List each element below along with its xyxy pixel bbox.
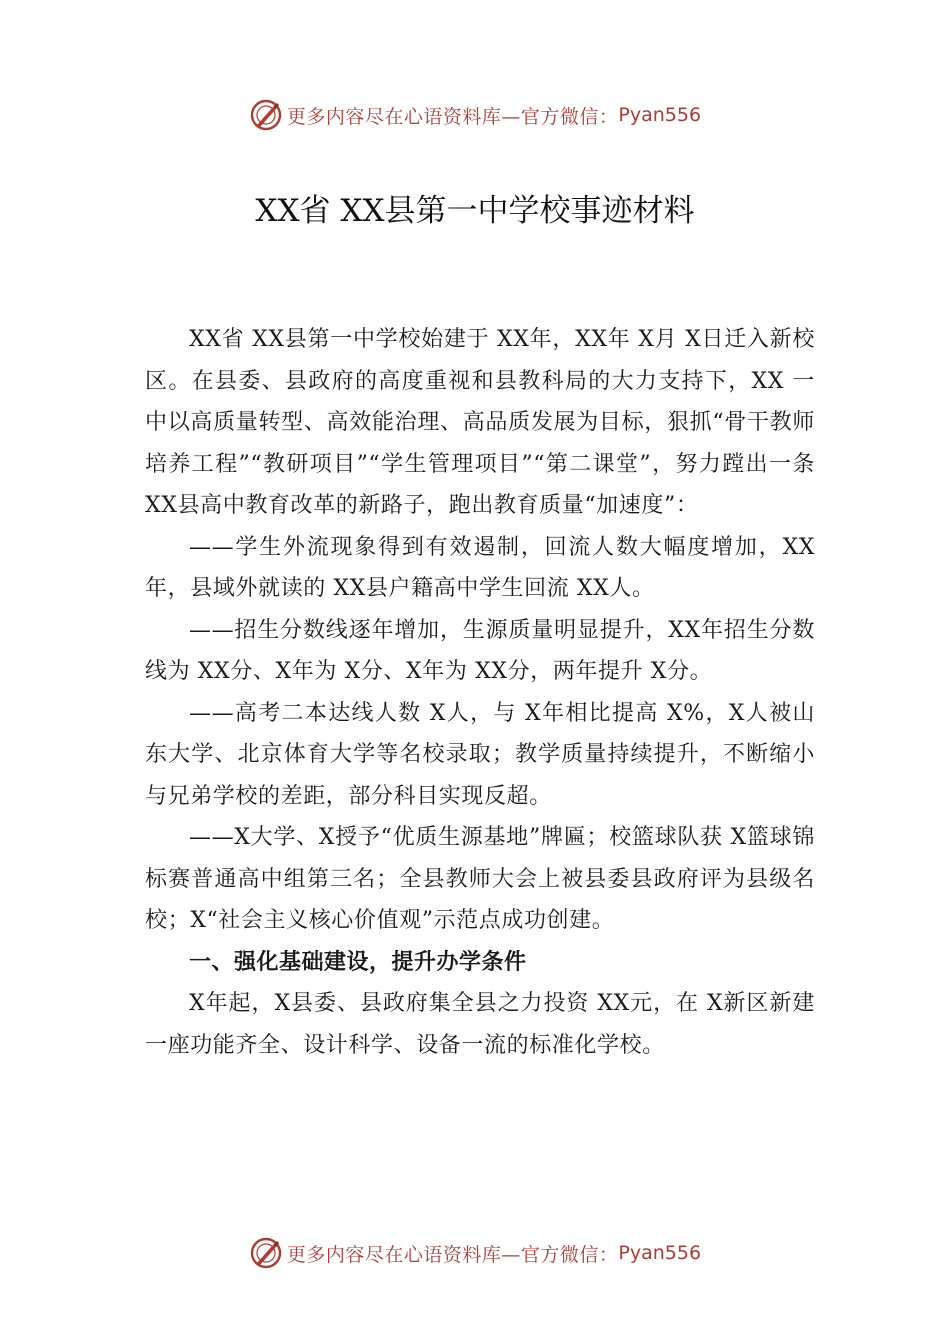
achievement-paragraph: ——高考二本达线人数 X人，与 X年相比提高 X%，X人被山东大学、北京体育大学等名校录取；教学质量持续提升，不断缩小与兄弟学校的差距，部分科目实现反超。 — [145, 700, 815, 809]
section-paragraph: X年起，X县委、县政府集全县之力投资 XX元，在 X新区新建一座功能齐全、设计科学、设备一流的标准化学校。 — [145, 991, 815, 1058]
document-body — [145, 319, 815, 1066]
section-heading: 一、强化基础建设，提升办学条件 — [189, 949, 527, 975]
header-banner — [0, 95, 950, 135]
achievement-paragraph: ——X大学、X授予“优质生源基地”牌匾；校篮球队获 X篮球锦标赛普通高中组第三名；全县教师大会上被县委县政府评为县级名校；X“社会主义核心价值观”示范点成功创建。 — [145, 825, 815, 933]
pen-seal-logo-icon — [249, 98, 283, 132]
page-title: XX省 XX县第一中学校事迹材料 — [255, 193, 695, 229]
banner-wechat-id: Pyan556 — [618, 1242, 702, 1264]
banner-text: 更多内容尽在心语资料库—官方微信： — [286, 105, 619, 128]
banner-text: 更多内容尽在心语资料库—官方微信： — [286, 1243, 619, 1266]
footer-banner — [0, 1233, 950, 1273]
banner-wechat-id: Pyan556 — [618, 104, 702, 126]
achievement-paragraph: ——学生外流现象得到有效遏制，回流人数大幅度增加，XX年，县域外就读的 XX县户籍高中学生回流 XX人。 — [145, 534, 815, 601]
achievement-paragraph: ——招生分数线逐年增加，生源质量明显提升，XX年招生分数线为 XX分、X年为 X分、X年为 XX分，两年提升 X分。 — [145, 617, 815, 684]
intro-paragraph: XX省 XX县第一中学校始建于 XX年，XX年 X月 X日迁入新校区。在县委、县政府的高度重视和县教科局的大力支持下，XX 一中以高质量转型、高效能治理、高品质发展为目标，狠抓“骨干教师培养工程”“教研项目”“学生管理项目”“第二课堂”，努力蹚出一条 XX县高中教育改革的新路子，跑出教育质量“加速度”： — [145, 327, 815, 518]
pen-seal-logo-icon — [249, 1236, 283, 1270]
